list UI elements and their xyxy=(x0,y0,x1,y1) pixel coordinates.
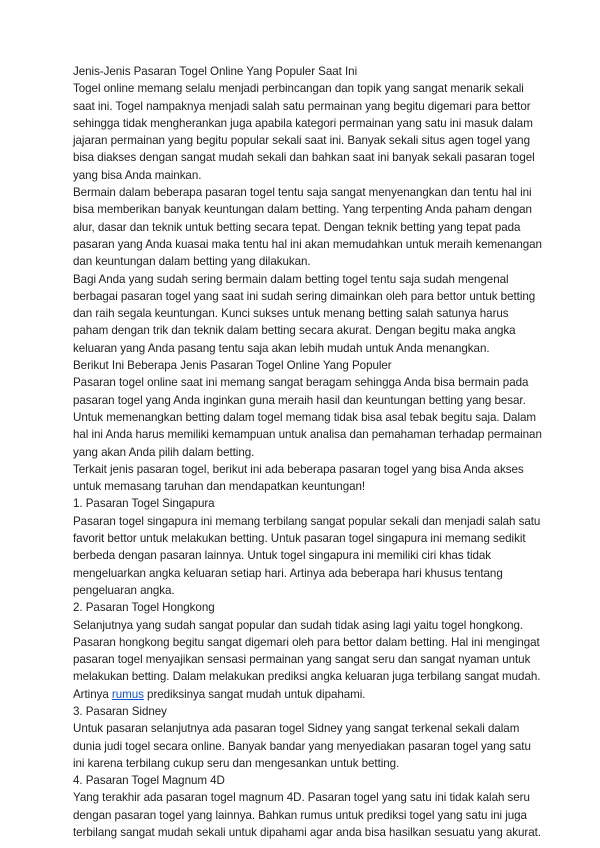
paragraph-4: Pasaran togel online saat ini memang sangat beragam sehingga Anda bisa bermain pada pasaran togel yang Anda inginkan guna meraih hasil dan keuntungan betting yang besar. Untuk memenangkan betting dalam togel memang tidak bisa asal tebak begitu saja. Dalam hal ini Anda harus memiliki kemampuan untuk analisa dan pemahaman terhadap permainan yang akan Anda pilih dalam betting. xyxy=(73,376,542,459)
heading-magnum: 4. Pasaran Togel Magnum 4D xyxy=(73,774,225,788)
paragraph-2: Bermain dalam beberapa pasaran togel tentu saja sangat menyenangkan dan tentu hal ini bisa memberikan banyak keuntungan dalam betting. Yang terpenting Anda paham dengan alur, dasar dan teknik untuk betting secara tepat. Dengan teknik betting yang tepat pada pasaran yang Anda kuasai maka tentu hal ini akan memudahkan untuk meraih kemenangan dan keuntungan dalam betting yang dilakukan. xyxy=(73,186,542,269)
heading-singapura: 1. Pasaran Togel Singapura xyxy=(73,497,215,511)
paragraph-magnum: Yang terakhir ada pasaran togel magnum 4D. Pasaran togel yang satu ini tidak kalah seru dengan pasaran togel yang lainnya. Bahkan rumus untuk prediksi togel yang satu ini juga terbilang sangat mudah sekali untuk dipahami agar anda bisa hasilkan sesuatu yang akurat. xyxy=(73,791,541,840)
paragraph-singapura: Pasaran togel singapura ini memang terbilang sangat popular sekali dan menjadi salah satu favorit bettor untuk melakukan betting. Untuk pasaran togel singapura ini memang sedikit berbeda dengan pasaran lainnya. Untuk togel singapura ini memiliki ciri khas tidak mengeluarkan angka keluaran setiap hari. Artinya ada beberapa hari khusus tentang pengeluaran angka. xyxy=(73,514,541,597)
paragraph-3: Bagi Anda yang sudah sering bermain dalam betting togel tentu saja sudah mengenal berbagai pasaran togel yang saat ini sudah sering dimainkan oleh para bettor untuk betting dan raih segala keuntungan. Kunci sukses untuk menang betting salah satunya harus paham dengan trik dan teknik dalam betting secara akurat. Dengan begitu maka angka keluaran yang Anda pasang tentu saja akan lebih mudah untuk Anda menangkan. xyxy=(73,272,536,355)
paragraph-hongkong xyxy=(73,617,543,703)
section-subtitle: Berikut Ini Beberapa Jenis Pasaran Togel Online Yang Populer xyxy=(73,359,392,373)
paragraph-hongkong-text: Selanjutnya yang sudah sangat popular dan sudah tidak asing lagi yaitu togel hongkong. Pasaran hongkong begitu sangat digemari oleh para bettor dalam betting. Hal ini mengingat pasaran togel menyajikan sensasi permainan yang sangat seru dan sangat nyaman untuk melakukan betting. Dalam melakukan prediksi angka keluaran juga terbilang sangat mudah. Artinya xyxy=(73,618,541,701)
article-body xyxy=(73,63,543,841)
paragraph-hongkong-end: prediksinya sangat mudah untuk dipahami. xyxy=(147,687,366,701)
paragraph-sidney: Untuk pasaran selanjutnya ada pasaran togel Sidney yang sangat terkenal sekali dalam dunia judi togel secara online. Banyak bandar yang menyediakan pasaran togel yang satu ini karena terbilang cukup seru dan mengesankan untuk betting. xyxy=(73,722,531,770)
article-title: Jenis-Jenis Pasaran Togel Online Yang Populer Saat Ini xyxy=(73,65,358,78)
heading-sidney: 3. Pasaran Sidney xyxy=(73,704,167,718)
paragraph-5: Terkait jenis pasaran togel, berikut ini ada beberapa pasaran togel yang bisa Anda akses untuk memasang taruhan dan mendapatkan keuntungan! xyxy=(73,462,524,494)
heading-hongkong: 2. Pasaran Togel Hongkong xyxy=(73,601,215,615)
paragraph-intro: Togel online memang selalu menjadi perbincangan dan topik yang sangat menarik sekali saat ini. Togel nampaknya menjadi salah satu permainan yang begitu digemari para bettor sehingga tidak mengherankan juga apabila kategori permainan yang satu ini masuk dalam jajaran permainan yang begitu popular sekali saat ini. Banyak sekali situs agen togel yang bisa diakses dengan sangat mudah sekali dan bahkan saat ini banyak sekali pasaran togel yang bisa Anda mainkan. xyxy=(73,82,535,182)
rumus-link[interactable]: rumus xyxy=(111,687,144,701)
